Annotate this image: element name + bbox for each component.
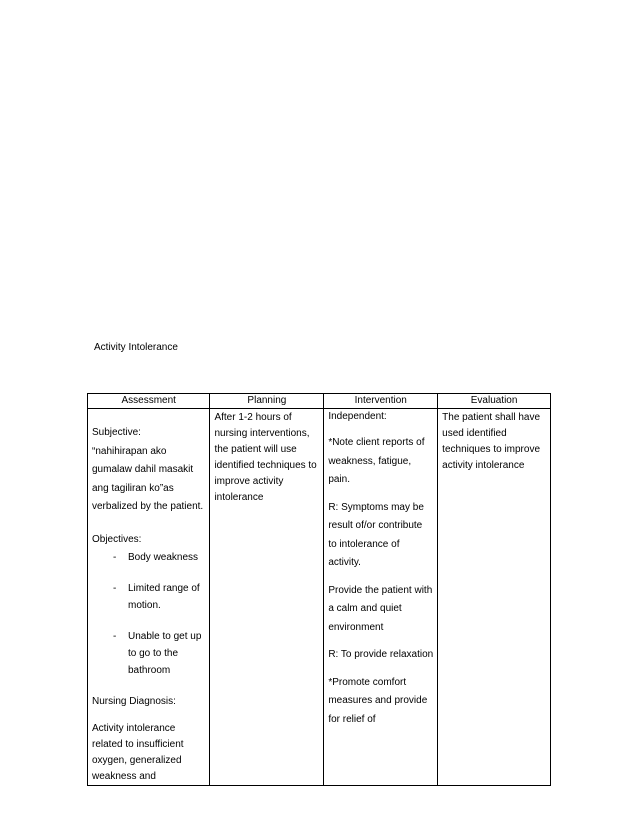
intervention-heading: Independent:	[328, 411, 387, 422]
document-title: Activity Intolerance	[94, 342, 178, 353]
planning-cell	[210, 409, 324, 786]
table-header-row	[88, 394, 551, 409]
evaluation-cell	[438, 409, 551, 786]
nursing-diagnosis-label: Nursing Diagnosis:	[92, 696, 176, 707]
nursing-diagnosis-text: Activity intolerance related to insufficient oxygen, generalized weakness and	[92, 722, 184, 782]
intervention-item: Provide the patient with a calm and quiet environment	[328, 584, 433, 633]
objective-text: Unable to get up to go to the bathroom	[128, 631, 202, 676]
objective-text: Limited range of motion.	[128, 583, 200, 611]
header-intervention: Intervention	[324, 394, 438, 409]
list-item: - Body weakness	[113, 552, 199, 563]
objectives-label: Objectives:	[92, 533, 142, 545]
header-planning: Planning	[210, 394, 324, 409]
nursing-care-plan-table	[87, 393, 551, 786]
header-evaluation: Evaluation	[438, 394, 551, 409]
planning-text: After 1-2 hours of nursing interventions, the patient will use identified techniques to improve activity intolerance	[214, 412, 317, 503]
intervention-item: R: Symptoms may be result of/or contribute to intolerance of activity.	[328, 501, 424, 568]
evaluation-text: The patient shall have used identified techniques to improve activity intolerance	[442, 412, 541, 471]
objectives-list	[92, 549, 205, 679]
list-item: - Unable to get up to go to the bathroom	[113, 631, 202, 676]
intervention-item: R: To provide relaxation	[328, 649, 434, 660]
header-assessment: Assessment	[88, 394, 210, 409]
table-row	[88, 409, 551, 786]
intervention-item: *Note client reports of weakness, fatigue, pain.	[328, 437, 425, 485]
intervention-item: *Promote comfort measures and provide for relief of	[328, 676, 428, 725]
intervention-cell	[324, 409, 438, 786]
subjective-label: Subjective:	[92, 427, 141, 438]
assessment-cell	[88, 409, 210, 786]
subjective-text: “nahihirapan ako gumalaw dahil masakit ang tagiliran ko”as verbalized by the patient.	[92, 445, 204, 512]
list-item: - Limited range of motion.	[113, 583, 200, 611]
objective-text: Body weakness	[128, 552, 199, 563]
